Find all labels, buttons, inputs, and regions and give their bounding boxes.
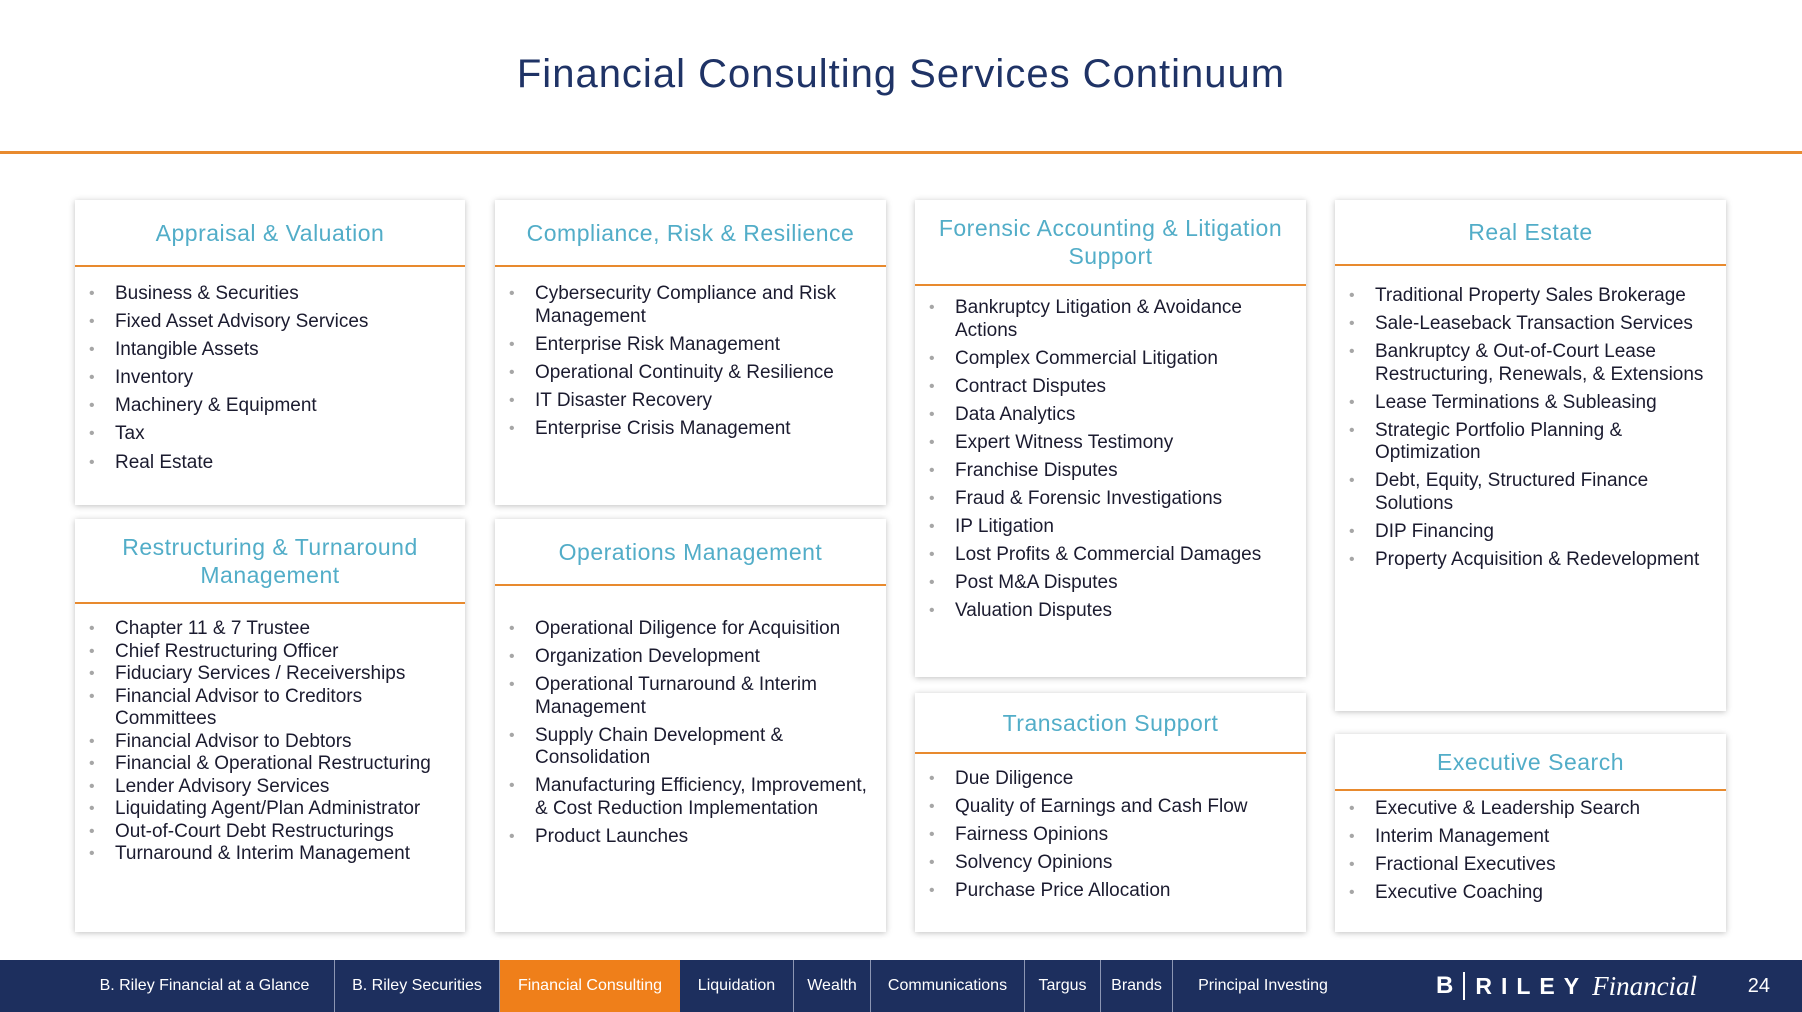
card-list bbox=[915, 297, 1306, 629]
card-executive-search bbox=[1335, 734, 1726, 932]
list-item: • Lost Profits & Commercial Damages bbox=[955, 544, 1294, 567]
card-title: Forensic Accounting & Litigation Support bbox=[915, 200, 1306, 286]
footer-nav-bar bbox=[0, 960, 1802, 1012]
card-operations-management bbox=[495, 519, 886, 932]
list-item: • Machinery & Equipment bbox=[115, 395, 453, 418]
list-item: • Fraud & Forensic Investigations bbox=[955, 488, 1294, 511]
list-item: • Bankruptcy & Out-of-Court Lease Restructuring, Renewals, & Extensions bbox=[1375, 341, 1714, 386]
logo-riley: RILEY bbox=[1475, 972, 1589, 999]
list-item: • Sale-Leaseback Transaction Services bbox=[1375, 313, 1714, 336]
list-item: • Operational Continuity & Resilience bbox=[535, 362, 874, 385]
nav-tab-targus[interactable]: Targus bbox=[1025, 960, 1101, 1012]
nav-tab-securities[interactable]: B. Riley Securities bbox=[335, 960, 500, 1012]
list-item: • Out-of-Court Debt Restructurings bbox=[115, 821, 453, 844]
list-item: • Cybersecurity Compliance and Risk Management bbox=[535, 283, 874, 328]
list-item: • IT Disaster Recovery bbox=[535, 390, 874, 413]
list-item: • Real Estate bbox=[115, 452, 453, 475]
list-item: • Solvency Opinions bbox=[955, 852, 1294, 875]
list-item: • Lender Advisory Services bbox=[115, 776, 453, 799]
logo-divider bbox=[1463, 972, 1465, 1000]
list-item: • Chapter 11 & 7 Trustee bbox=[115, 618, 453, 641]
list-item: • Organization Development bbox=[535, 646, 874, 669]
card-title: Appraisal & Valuation bbox=[75, 200, 465, 267]
card-title: Real Estate bbox=[1335, 200, 1726, 266]
list-item: • Product Launches bbox=[535, 826, 874, 849]
list-item: • Purchase Price Allocation bbox=[955, 880, 1294, 903]
card-transaction-support bbox=[915, 693, 1306, 932]
list-item: • Interim Management bbox=[1375, 826, 1714, 849]
list-item: • Executive Coaching bbox=[1375, 882, 1714, 905]
nav-tab-liquidation[interactable]: Liquidation bbox=[680, 960, 794, 1012]
card-list bbox=[495, 283, 886, 446]
list-item: • Expert Witness Testimony bbox=[955, 432, 1294, 455]
list-item: • Due Diligence bbox=[955, 768, 1294, 791]
card-restructuring-turnaround bbox=[75, 519, 465, 932]
list-item: • Fixed Asset Advisory Services bbox=[115, 311, 453, 334]
nav-tab-wealth[interactable]: Wealth bbox=[794, 960, 871, 1012]
nav-tab-at-a-glance[interactable]: B. Riley Financial at a Glance bbox=[75, 960, 335, 1012]
list-item: • Manufacturing Efficiency, Improvement, & Cost Reduction Implementation bbox=[535, 775, 874, 820]
list-item: • Enterprise Risk Management bbox=[535, 334, 874, 357]
list-item: • Liquidating Agent/Plan Administrator bbox=[115, 798, 453, 821]
card-list bbox=[1335, 798, 1726, 910]
list-item: • Operational Turnaround & Interim Management bbox=[535, 674, 874, 719]
list-item: • Property Acquisition & Redevelopment bbox=[1375, 549, 1714, 572]
list-item: • Intangible Assets bbox=[115, 339, 453, 362]
list-item: • Valuation Disputes bbox=[955, 600, 1294, 623]
list-item: • Lease Terminations & Subleasing bbox=[1375, 392, 1714, 415]
list-item: • IP Litigation bbox=[955, 516, 1294, 539]
list-item: • Fiduciary Services / Receiverships bbox=[115, 663, 453, 686]
nav-tab-communications[interactable]: Communications bbox=[871, 960, 1025, 1012]
card-list bbox=[915, 768, 1306, 908]
page-number: 24 bbox=[1747, 975, 1770, 997]
list-item: • Financial & Operational Restructuring bbox=[115, 753, 453, 776]
list-item: • Complex Commercial Litigation bbox=[955, 348, 1294, 371]
list-item: • Operational Diligence for Acquisition bbox=[535, 618, 874, 641]
list-item: • Executive & Leadership Search bbox=[1375, 798, 1714, 821]
list-item: • Financial Advisor to Debtors bbox=[115, 731, 453, 754]
list-item: • Fractional Executives bbox=[1375, 854, 1714, 877]
b-riley-financial-logo bbox=[1436, 968, 1697, 1004]
nav-tab-financial-consulting[interactable]: Financial Consulting bbox=[500, 960, 680, 1012]
card-title: Operations Management bbox=[495, 519, 886, 586]
list-item: • DIP Financing bbox=[1375, 521, 1714, 544]
nav-tab-principal-investing[interactable]: Principal Investing bbox=[1198, 977, 1328, 994]
card-title: Executive Search bbox=[1335, 734, 1726, 791]
logo-b: B bbox=[1436, 972, 1454, 999]
card-list bbox=[1335, 285, 1726, 577]
card-forensic-accounting bbox=[915, 200, 1306, 677]
card-title: Transaction Support bbox=[915, 693, 1306, 754]
list-item: • Business & Securities bbox=[115, 283, 453, 306]
list-item: • Tax bbox=[115, 423, 453, 446]
card-list bbox=[75, 283, 465, 480]
list-item: • Post M&A Disputes bbox=[955, 572, 1294, 595]
list-item: • Supply Chain Development & Consolidation bbox=[535, 725, 874, 770]
card-list bbox=[495, 618, 886, 854]
list-item: • Franchise Disputes bbox=[955, 460, 1294, 483]
nav-tab-brands[interactable]: Brands bbox=[1101, 960, 1173, 1012]
list-item: • Inventory bbox=[115, 367, 453, 390]
list-item: • Contract Disputes bbox=[955, 376, 1294, 399]
card-real-estate bbox=[1335, 200, 1726, 711]
card-appraisal-valuation bbox=[75, 200, 465, 505]
list-item: • Turnaround & Interim Management bbox=[115, 843, 453, 866]
list-item: • Debt, Equity, Structured Finance Solutions bbox=[1375, 470, 1714, 515]
card-compliance-risk-resilience bbox=[495, 200, 886, 505]
list-item: • Data Analytics bbox=[955, 404, 1294, 427]
card-title: Restructuring & Turnaround Management bbox=[75, 519, 465, 604]
list-item: • Bankruptcy Litigation & Avoidance Actions bbox=[955, 297, 1294, 342]
list-item: • Traditional Property Sales Brokerage bbox=[1375, 285, 1714, 308]
list-item: • Financial Advisor to Creditors Committees bbox=[115, 686, 453, 731]
list-item: • Chief Restructuring Officer bbox=[115, 641, 453, 664]
card-list bbox=[75, 618, 465, 866]
page-title: Financial Consulting Services Continuum bbox=[516, 52, 1286, 96]
title-divider bbox=[0, 151, 1802, 154]
list-item: • Fairness Opinions bbox=[955, 824, 1294, 847]
list-item: • Enterprise Crisis Management bbox=[535, 418, 874, 441]
logo-financial: Financial bbox=[1592, 970, 1698, 1001]
list-item: • Strategic Portfolio Planning & Optimization bbox=[1375, 420, 1714, 465]
list-item: • Quality of Earnings and Cash Flow bbox=[955, 796, 1294, 819]
card-title: Compliance, Risk & Resilience bbox=[495, 200, 886, 267]
